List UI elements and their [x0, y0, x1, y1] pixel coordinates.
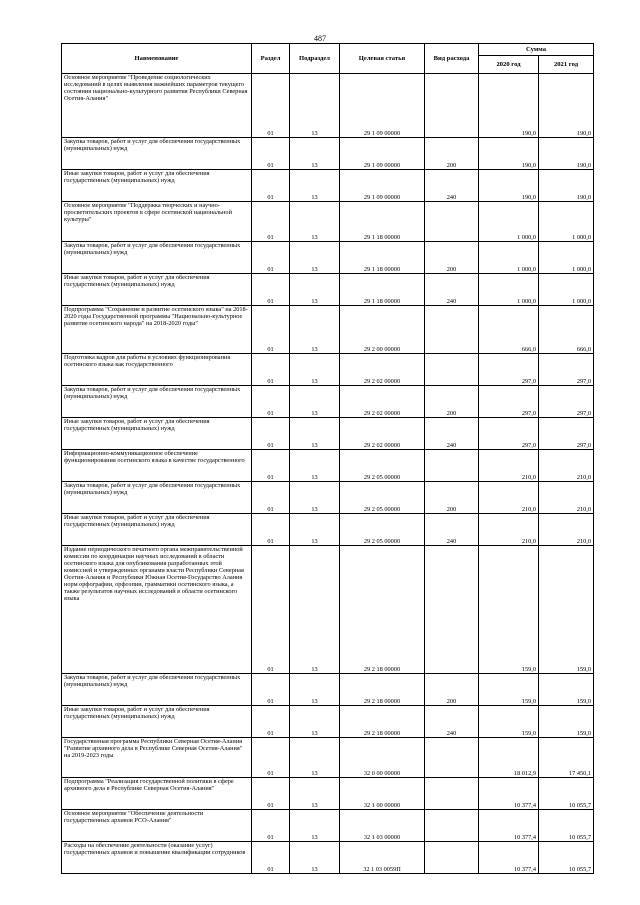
- row-name: Государственная программа Республики Северная Осетия-Алания "Развитие архивного дела в Республике Северная Осетия-Алания" на 2019-2023 годы: [62, 738, 252, 778]
- row-amount-2021: 190,0: [539, 170, 594, 202]
- row-section: 01: [252, 138, 290, 170]
- row-amount-2021: 159,0: [539, 706, 594, 738]
- row-name: Закупка товаров, работ и услуг для обеспечения государственных (муниципальных) нужд: [62, 138, 252, 170]
- row-expense-type: 200: [425, 242, 479, 274]
- row-amount-2020: 210,0: [479, 482, 539, 514]
- row-amount-2021: 210,0: [539, 450, 594, 482]
- row-section: 01: [252, 842, 290, 874]
- row-subsection: 13: [290, 418, 340, 450]
- table-row: [62, 546, 594, 674]
- row-amount-2020: 190,0: [479, 74, 539, 138]
- row-amount-2021: 10 055,7: [539, 810, 594, 842]
- row-name: Закупка товаров, работ и услуг для обеспечения государственных (муниципальных) нужд: [62, 242, 252, 274]
- row-target: 32 0 00 00000: [340, 738, 425, 778]
- row-expense-type: [425, 810, 479, 842]
- row-amount-2021: 297,0: [539, 418, 594, 450]
- row-target: 32 1 03 00000: [340, 810, 425, 842]
- row-target: 29 1 09 00000: [340, 74, 425, 138]
- row-target: 29 1 09 00000: [340, 170, 425, 202]
- row-amount-2021: 210,0: [539, 514, 594, 546]
- table-row: [62, 138, 594, 170]
- row-amount-2021: 159,0: [539, 546, 594, 674]
- row-target: 29 1 18 00000: [340, 242, 425, 274]
- header-row-top: [62, 44, 594, 56]
- row-target: 29 2 05 00000: [340, 514, 425, 546]
- row-amount-2020: 1 000,0: [479, 242, 539, 274]
- row-expense-type: 200: [425, 138, 479, 170]
- table-row: [62, 354, 594, 386]
- row-target: 29 2 02 00000: [340, 418, 425, 450]
- header-target: Целевая статья: [340, 44, 425, 74]
- row-expense-type: 200: [425, 674, 479, 706]
- row-subsection: 13: [290, 386, 340, 418]
- row-amount-2021: 297,0: [539, 354, 594, 386]
- table-row: [62, 418, 594, 450]
- table-row: [62, 74, 594, 138]
- row-subsection: 13: [290, 170, 340, 202]
- row-amount-2020: 666,0: [479, 306, 539, 354]
- row-amount-2020: 1 000,0: [479, 202, 539, 242]
- row-amount-2020: 297,0: [479, 418, 539, 450]
- row-subsection: 13: [290, 842, 340, 874]
- row-name: Иные закупки товаров, работ и услуг для обеспечения государственных (муниципальных) нужд: [62, 514, 252, 546]
- row-amount-2021: 297,0: [539, 386, 594, 418]
- row-expense-type: [425, 354, 479, 386]
- row-expense-type: 240: [425, 274, 479, 306]
- row-section: 01: [252, 242, 290, 274]
- row-amount-2020: 159,0: [479, 546, 539, 674]
- table-row: [62, 842, 594, 874]
- row-amount-2021: 159,0: [539, 674, 594, 706]
- row-name: Закупка товаров, работ и услуг для обеспечения государственных (муниципальных) нужд: [62, 674, 252, 706]
- row-subsection: 13: [290, 242, 340, 274]
- row-section: 01: [252, 738, 290, 778]
- row-expense-type: 240: [425, 706, 479, 738]
- row-section: 01: [252, 274, 290, 306]
- row-target: 29 2 02 00000: [340, 386, 425, 418]
- row-section: 01: [252, 74, 290, 138]
- row-name: Иные закупки товаров, работ и услуг для обеспечения государственных (муниципальных) нужд: [62, 170, 252, 202]
- row-amount-2020: 297,0: [479, 386, 539, 418]
- row-target: 32 1 03 0059П: [340, 842, 425, 874]
- row-amount-2020: 159,0: [479, 674, 539, 706]
- row-expense-type: [425, 738, 479, 778]
- table-row: [62, 482, 594, 514]
- row-expense-type: 200: [425, 482, 479, 514]
- row-section: 01: [252, 306, 290, 354]
- row-target: 32 1 00 00000: [340, 778, 425, 810]
- row-expense-type: [425, 202, 479, 242]
- row-subsection: 13: [290, 738, 340, 778]
- row-section: 01: [252, 778, 290, 810]
- row-section: 01: [252, 170, 290, 202]
- row-amount-2021: 1 000,0: [539, 242, 594, 274]
- header-year-2021: 2021 год: [539, 56, 594, 74]
- row-subsection: 13: [290, 674, 340, 706]
- row-target: 29 1 09 00000: [340, 138, 425, 170]
- row-subsection: 13: [290, 354, 340, 386]
- row-expense-type: [425, 306, 479, 354]
- table-row: [62, 450, 594, 482]
- page-number: 487: [314, 34, 326, 43]
- row-expense-type: [425, 778, 479, 810]
- row-name: Иные закупки товаров, работ и услуг для обеспечения государственных (муниципальных) нужд: [62, 418, 252, 450]
- row-name: Иные закупки товаров, работ и услуг для обеспечения государственных (муниципальных) нужд: [62, 706, 252, 738]
- row-subsection: 13: [290, 74, 340, 138]
- row-name: Издание периодического печатного органа межправительственной комиссии по координации научных исследований в области осетинского языка для опубликования разработанных этой комиссией и утвержденных органами власти Республики Северная Осетия-Алания и Республики Южная Осетия-Государство Алания норм орфографии, орфоэпии, грамматики осетинского языка, а также результатов научных исследований в области осетинского языка: [62, 546, 252, 674]
- header-expense-type: Вид расхода: [425, 44, 479, 74]
- header-name: Наименование: [62, 44, 252, 74]
- row-expense-type: [425, 74, 479, 138]
- table-row: [62, 386, 594, 418]
- row-subsection: 13: [290, 706, 340, 738]
- row-subsection: 13: [290, 810, 340, 842]
- row-name: Подготовка кадров для работы в условиях функционирования осетинского языка как государственного: [62, 354, 252, 386]
- row-amount-2020: 210,0: [479, 514, 539, 546]
- row-amount-2021: 10 055,7: [539, 842, 594, 874]
- row-section: 01: [252, 514, 290, 546]
- budget-table: [61, 43, 594, 874]
- row-name: Информационно-коммуникационное обеспечение функционирования осетинского языка в качестве государственного: [62, 450, 252, 482]
- row-section: 01: [252, 482, 290, 514]
- row-section: 01: [252, 450, 290, 482]
- row-name: Закупка товаров, работ и услуг для обеспечения государственных (муниципальных) нужд: [62, 482, 252, 514]
- row-name: Подпрограмма "Реализация государственной политики в сфере архивного дела в Республике Северная Осетия-Алания": [62, 778, 252, 810]
- row-subsection: 13: [290, 202, 340, 242]
- row-amount-2021: 666,0: [539, 306, 594, 354]
- row-amount-2021: 1 000,0: [539, 202, 594, 242]
- table-row: [62, 170, 594, 202]
- row-amount-2021: 1 000,0: [539, 274, 594, 306]
- row-section: 01: [252, 810, 290, 842]
- row-name: Основное мероприятие "Проведение социологических исследований в целях выявления важнейших параметров текущего состояния национально-культурного развития Республики Северная Осетия-Алания": [62, 74, 252, 138]
- row-subsection: 13: [290, 138, 340, 170]
- table-row: [62, 810, 594, 842]
- row-amount-2021: 190,0: [539, 138, 594, 170]
- row-target: 29 2 18 00000: [340, 706, 425, 738]
- table-row: [62, 706, 594, 738]
- row-name: Закупка товаров, работ и услуг для обеспечения государственных (муниципальных) нужд: [62, 386, 252, 418]
- row-subsection: 13: [290, 306, 340, 354]
- row-section: 01: [252, 546, 290, 674]
- row-target: 29 1 18 00000: [340, 274, 425, 306]
- row-section: 01: [252, 202, 290, 242]
- table-body: [62, 74, 594, 874]
- row-expense-type: 240: [425, 170, 479, 202]
- table-row: [62, 242, 594, 274]
- row-subsection: 13: [290, 482, 340, 514]
- row-target: 29 1 18 00000: [340, 202, 425, 242]
- row-amount-2020: 210,0: [479, 450, 539, 482]
- row-name: Подпрограмма "Сохранение и развитие осетинского языка" на 2018-2020 годы Государственной программы "Национально-культурное развитие осетинского народа" на 2018-2020 годы": [62, 306, 252, 354]
- table-row: [62, 306, 594, 354]
- row-amount-2020: 10 377,4: [479, 842, 539, 874]
- row-target: 29 2 05 00000: [340, 482, 425, 514]
- row-expense-type: [425, 450, 479, 482]
- header-sum: Сумма: [479, 44, 594, 56]
- row-amount-2020: 297,0: [479, 354, 539, 386]
- row-expense-type: [425, 842, 479, 874]
- table-row: [62, 274, 594, 306]
- row-expense-type: 240: [425, 418, 479, 450]
- row-subsection: 13: [290, 778, 340, 810]
- row-expense-type: [425, 546, 479, 674]
- row-expense-type: 240: [425, 514, 479, 546]
- row-subsection: 13: [290, 546, 340, 674]
- row-amount-2021: 190,0: [539, 74, 594, 138]
- row-subsection: 13: [290, 514, 340, 546]
- row-section: 01: [252, 354, 290, 386]
- row-subsection: 13: [290, 450, 340, 482]
- table-row: [62, 202, 594, 242]
- row-amount-2020: 10 377,4: [479, 778, 539, 810]
- row-amount-2021: 210,0: [539, 482, 594, 514]
- row-amount-2021: 17 450,1: [539, 738, 594, 778]
- row-amount-2020: 190,0: [479, 138, 539, 170]
- row-section: 01: [252, 706, 290, 738]
- header-year-2020: 2020 год: [479, 56, 539, 74]
- header-section: Раздел: [252, 44, 290, 74]
- row-target: 29 2 18 00000: [340, 674, 425, 706]
- row-subsection: 13: [290, 274, 340, 306]
- header-subsection: Подраздел: [290, 44, 340, 74]
- row-section: 01: [252, 418, 290, 450]
- row-target: 29 2 02 00000: [340, 354, 425, 386]
- row-name: Основное мероприятие "Поддержка творческих и научно-просветительских проектов в сфере осетинской национальной культуры": [62, 202, 252, 242]
- table-row: [62, 778, 594, 810]
- row-target: 29 2 00 00000: [340, 306, 425, 354]
- row-amount-2021: 10 055,7: [539, 778, 594, 810]
- row-amount-2020: 10 377,4: [479, 810, 539, 842]
- row-amount-2020: 1 000,0: [479, 274, 539, 306]
- table-row: [62, 674, 594, 706]
- row-section: 01: [252, 386, 290, 418]
- row-amount-2020: 159,0: [479, 706, 539, 738]
- row-target: 29 2 18 00000: [340, 546, 425, 674]
- table-row: [62, 738, 594, 778]
- table-row: [62, 514, 594, 546]
- row-name: Основное мероприятие "Обеспечение деятельности государственных архивов РСО-Алания": [62, 810, 252, 842]
- row-expense-type: 200: [425, 386, 479, 418]
- row-amount-2020: 190,0: [479, 170, 539, 202]
- row-name: Иные закупки товаров, работ и услуг для обеспечения государственных (муниципальных) нужд: [62, 274, 252, 306]
- row-name: Расходы на обеспечение деятельности (оказание услуг) государственных архивов и повышение квалификации сотрудников: [62, 842, 252, 874]
- row-target: 29 2 05 00000: [340, 450, 425, 482]
- row-amount-2020: 18 012,9: [479, 738, 539, 778]
- row-section: 01: [252, 674, 290, 706]
